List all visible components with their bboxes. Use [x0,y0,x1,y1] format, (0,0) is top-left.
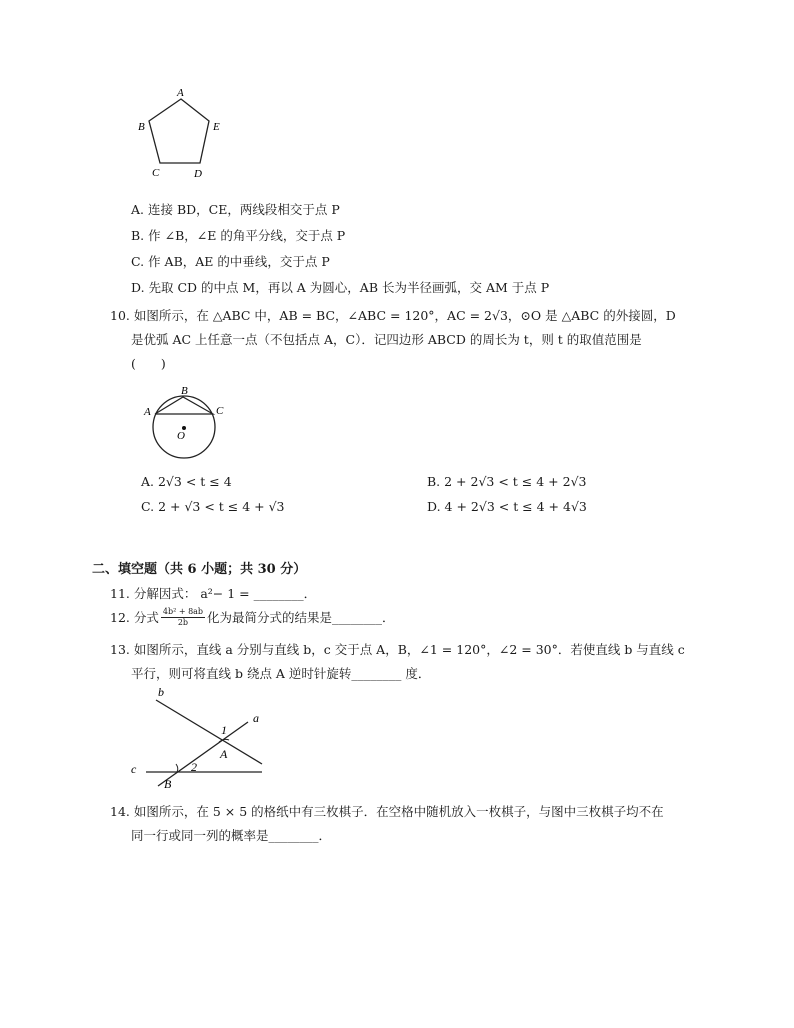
q10-stem-line3: ( ) [131,356,166,371]
lines-figure [128,684,278,794]
angle-label-1: 1 [221,723,227,737]
pentagon-label-d: D [194,168,202,180]
pentagon-label-e: E [213,121,220,133]
pentagon-label-c: C [152,167,160,179]
q12-suffix: 化为最简分式的结果是________． [207,610,395,625]
q11-text: 11. 分解因式： a²− 1 = ________． [110,586,317,601]
line-label-b: b [158,685,164,699]
angle-label-2: 2 [191,760,197,774]
circle-label-b: B [181,385,188,397]
line-a [158,722,248,786]
q12-prefix: 12. 分式 [110,610,159,625]
q13-stem-line2: 平行，则可将直线 b 绕点 A 逆时针旋转________ 度． [131,666,431,681]
line-label-c: c [131,762,137,776]
line-label-a: a [253,711,259,725]
q12-row [110,604,395,630]
q13-stem-line1: 13. 如图所示，直线 a 分别与直线 b，c 交于点 A，B，∠1 = 120°，∠2 = 30°．若使直线 b 与直线 c [110,642,685,657]
q10-option-b: B. 2 + 2√3 < t ≤ 4 + 2√3 [427,474,587,489]
q10-option-c: C. 2 + √3 < t ≤ 4 + √3 [141,499,285,514]
q14-stem-line1: 14. 如图所示，在 5 × 5 的格纸中有三枚棋子．在空格中随机放入一枚棋子，与图中三枚棋子均不在 [110,804,664,819]
circle-label-o: O [177,430,185,442]
pentagon-figure [130,84,240,184]
point-label-a: A [220,747,228,761]
q9-option-d: D. 先取 CD 的中点 M，再以 A 为圆心，AB 长为半径画弧，交 AM 于点 P [131,280,550,295]
line-b [156,700,262,764]
angle-2-arc [176,764,178,772]
circle-label-c: C [216,405,224,417]
q12-numerator: 4b² + 8ab [162,606,204,616]
pentagon-shape [149,99,209,163]
pentagon-label-b: B [138,121,145,133]
q12-denominator: 2b [177,617,189,627]
pentagon-label-a: A [177,87,184,99]
point-label-b: B [164,777,172,791]
q14-stem-line2: 同一行或同一列的概率是________． [131,828,332,843]
section-title: 二、填空题（共 6 小题；共 30 分） [92,562,307,577]
triangle-abc [155,397,213,414]
q10-option-d: D. 4 + 2√3 < t ≤ 4 + 4√3 [427,499,587,514]
q10-stem-line2: 是优弧 AC 上任意一点（不包括点 A，C）．记四边形 ABCD 的周长为 t，则 t 的取值范围是 [131,332,642,347]
q9-option-b: B. 作 ∠B，∠E 的角平分线，交于点 P [131,228,346,243]
q12-fraction [161,607,205,628]
q10-option-a: A. 2√3 < t ≤ 4 [141,474,232,489]
q10-stem-line1: 10. 如图所示，在 △ABC 中，AB = BC，∠ABC = 120°，AC = 2√3，⊙O 是 △ABC 的外接圆，D [110,308,676,323]
circle-figure [138,380,238,462]
q9-option-c: C. 作 AB，AE 的中垂线，交于点 P [131,254,330,269]
q9-option-a: A. 连接 BD，CE，两线段相交于点 P [131,202,340,217]
circle-label-a: A [144,406,151,418]
